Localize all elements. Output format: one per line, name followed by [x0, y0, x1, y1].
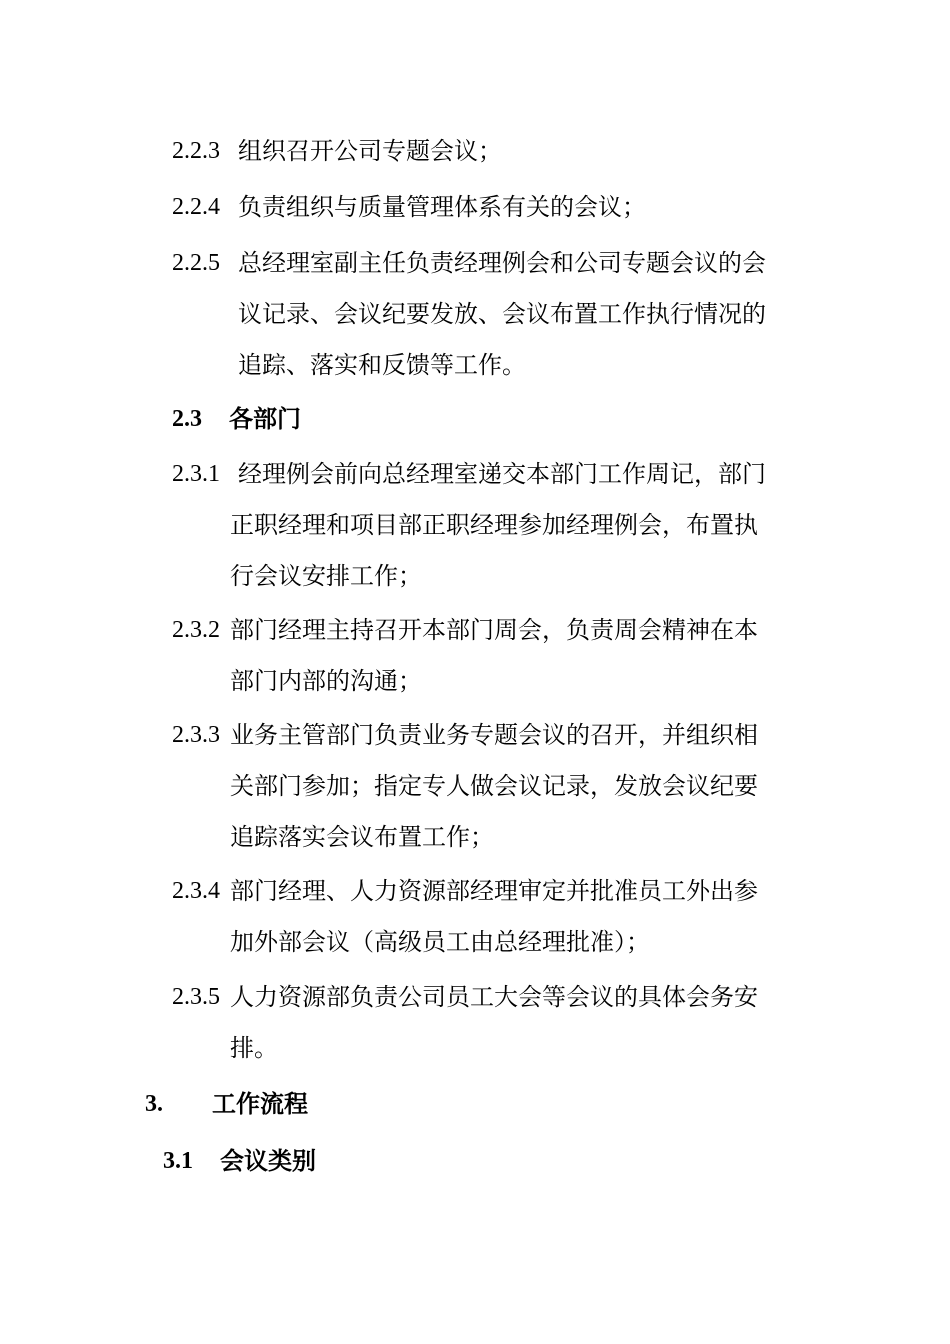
- item-line: 总经理室副主任负责经理例会和公司专题会议的会: [238, 249, 766, 277]
- item-number: 2.2.3: [172, 138, 220, 164]
- item-line: 关部门参加；指定专人做会议记录，发放会议纪要: [230, 772, 758, 800]
- item-text: [230, 605, 758, 707]
- item-number: 2.3.1: [172, 461, 220, 487]
- item-text: [238, 238, 766, 391]
- item-line: 负责组织与质量管理体系有关的会议；: [238, 193, 646, 221]
- item-line: 组织召开公司专题会议；: [238, 137, 502, 165]
- item-line: 行会议安排工作；: [230, 562, 422, 590]
- item-line: 加外部会议（高级员工由总经理批准）；: [230, 928, 650, 956]
- item-number: 2.2.4: [172, 194, 220, 220]
- item-text: [230, 972, 758, 1074]
- item-line: 部门经理主持召开本部门周会，负责周会精神在本: [230, 616, 758, 644]
- item-line: 追踪落实会议布置工作；: [230, 823, 494, 851]
- item-line: 追踪、落实和反馈等工作。: [238, 351, 526, 379]
- heading-text: 工作流程: [212, 1090, 308, 1118]
- item-text: [238, 182, 646, 233]
- heading-text: 各部门: [229, 405, 301, 433]
- item-number: 2.3.4: [172, 878, 220, 904]
- heading-number: 3.1: [163, 1148, 193, 1174]
- item-line: 业务主管部门负责业务专题会议的召开，并组织相: [230, 721, 758, 749]
- item-number: 2.3.3: [172, 722, 220, 748]
- item-text: [230, 449, 766, 602]
- item-text: [238, 126, 502, 177]
- item-text: [230, 710, 758, 863]
- item-text: [230, 866, 758, 968]
- item-line: 经理例会前向总经理室递交本部门工作周记，部门: [238, 460, 766, 488]
- item-line: 部门经理、人力资源部经理审定并批准员工外出参: [230, 877, 758, 905]
- heading-number: 3.: [145, 1091, 163, 1117]
- item-number: 2.2.5: [172, 250, 220, 276]
- heading-text: 会议类别: [220, 1147, 316, 1175]
- item-number: 2.3.2: [172, 617, 220, 643]
- item-line: 议记录、会议纪要发放、会议布置工作执行情况的: [238, 300, 766, 328]
- heading-number: 2.3: [172, 406, 202, 432]
- item-number: 2.3.5: [172, 984, 220, 1010]
- item-line: 正职经理和项目部正职经理参加经理例会，布置执: [230, 511, 758, 539]
- item-line: 排。: [230, 1034, 278, 1062]
- item-line: 人力资源部负责公司员工大会等会议的具体会务安: [230, 983, 758, 1011]
- item-line: 部门内部的沟通；: [230, 667, 422, 695]
